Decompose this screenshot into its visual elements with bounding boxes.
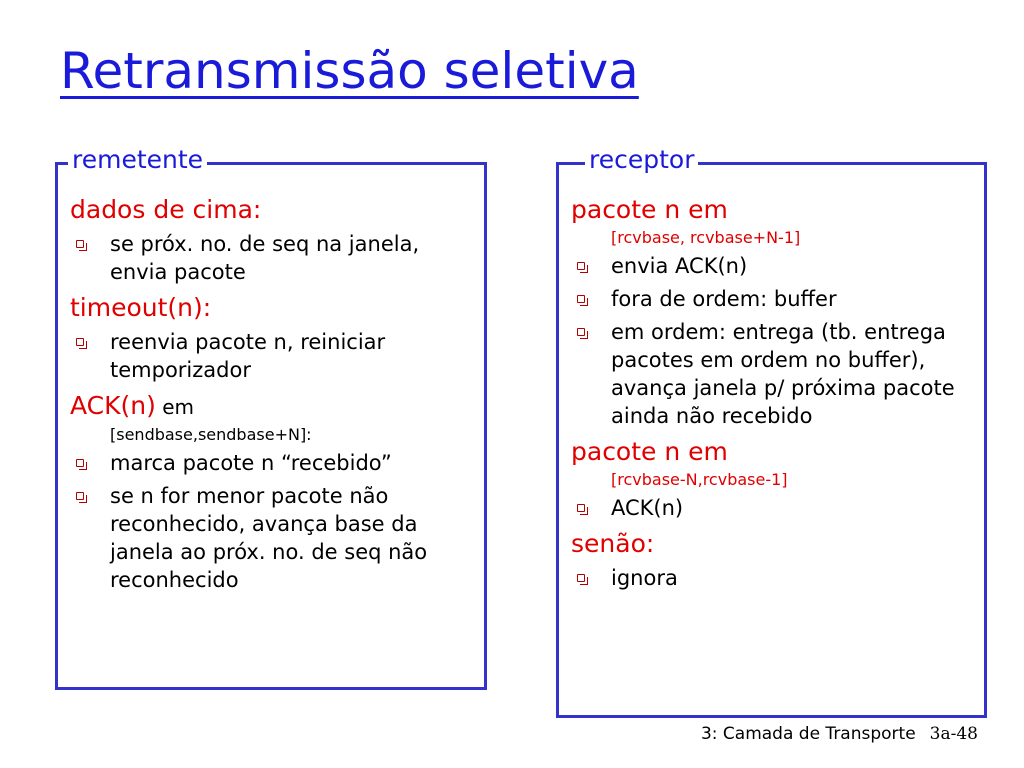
receiver-box — [556, 145, 987, 718]
sender-box — [55, 145, 487, 690]
bullet-text: se n for menor pacote não reconhecido, avança base da janela ao próx. no. de seq não reconhecido — [110, 484, 428, 592]
receiver-bullet-item — [571, 318, 978, 430]
receiver-content — [571, 189, 978, 597]
sender-range-text: [sendbase,sendbase+N]: — [110, 425, 312, 444]
sender-heading-text: ACK(n) — [70, 391, 156, 420]
bullet-text: marca pacote n “recebido” — [110, 451, 392, 475]
bullet-text: ACK(n) — [611, 496, 684, 520]
bullet-text: se próx. no. de seq na janela, envia pacote — [110, 232, 420, 284]
receiver-bullet-list — [571, 564, 978, 592]
bullet-text: fora de ordem: buffer — [611, 287, 837, 311]
square-bullet-icon — [76, 492, 84, 500]
sender-bullet-list — [70, 328, 478, 384]
receiver-box-label: receptor — [585, 145, 698, 174]
square-bullet-icon — [577, 574, 585, 582]
sender-heading-timeout — [70, 291, 478, 325]
sender-bullet-item — [70, 328, 478, 384]
bullet-text: reenvia pacote n, reiniciar temporizador — [110, 330, 386, 382]
square-bullet-icon — [577, 262, 585, 270]
receiver-bullet-item — [571, 252, 978, 280]
sender-heading-text: dados de cima: — [70, 195, 262, 224]
receiver-heading-otherwise — [571, 527, 978, 561]
receiver-heading-text: senão: — [571, 529, 655, 558]
sender-heading-text: timeout(n): — [70, 293, 212, 322]
square-bullet-icon — [577, 295, 585, 303]
sender-box-label: remetente — [68, 145, 207, 174]
sender-heading-ack — [70, 389, 478, 424]
bullet-text: em ordem: entrega (tb. entrega pacotes em ordem no buffer), avança janela p/ próxima pacote ainda não recebido — [611, 320, 955, 428]
square-bullet-icon — [577, 328, 585, 336]
slide-number: 3a-48 — [929, 724, 978, 744]
sender-bullet-list — [70, 449, 478, 594]
square-bullet-icon — [76, 338, 84, 346]
square-bullet-icon — [577, 504, 585, 512]
receiver-bullet-list — [571, 252, 978, 430]
receiver-bullet-list — [571, 494, 978, 522]
sender-bullet-item — [70, 230, 478, 286]
slide-footer — [701, 724, 978, 744]
sender-heading-tail: em — [155, 395, 195, 419]
bullet-text: ignora — [611, 566, 678, 590]
receiver-heading-text: pacote n em — [571, 195, 728, 224]
receiver-range-text: [rcvbase-N,rcvbase-1] — [611, 470, 788, 489]
receiver-heading-packet-in-window — [571, 193, 978, 227]
receiver-heading-text: pacote n em — [571, 437, 728, 466]
sender-bullet-item — [70, 482, 478, 594]
sender-content — [70, 189, 478, 599]
receiver-range-text: [rcvbase, rcvbase+N-1] — [611, 228, 801, 247]
receiver-bullet-item — [571, 564, 978, 592]
square-bullet-icon — [76, 240, 84, 248]
square-bullet-icon — [76, 459, 84, 467]
footer-chapter: 3: Camada de Transporte — [700, 724, 916, 744]
receiver-heading-packet-previous — [571, 435, 978, 469]
receiver-bullet-item — [571, 494, 978, 522]
sender-bullet-list — [70, 230, 478, 286]
sender-heading-data-from-above — [70, 193, 478, 227]
receiver-bullet-item — [571, 285, 978, 313]
sender-bullet-item — [70, 449, 478, 477]
bullet-text: envia ACK(n) — [611, 254, 748, 278]
slide-title: Retransmissão seletiva — [60, 42, 639, 100]
